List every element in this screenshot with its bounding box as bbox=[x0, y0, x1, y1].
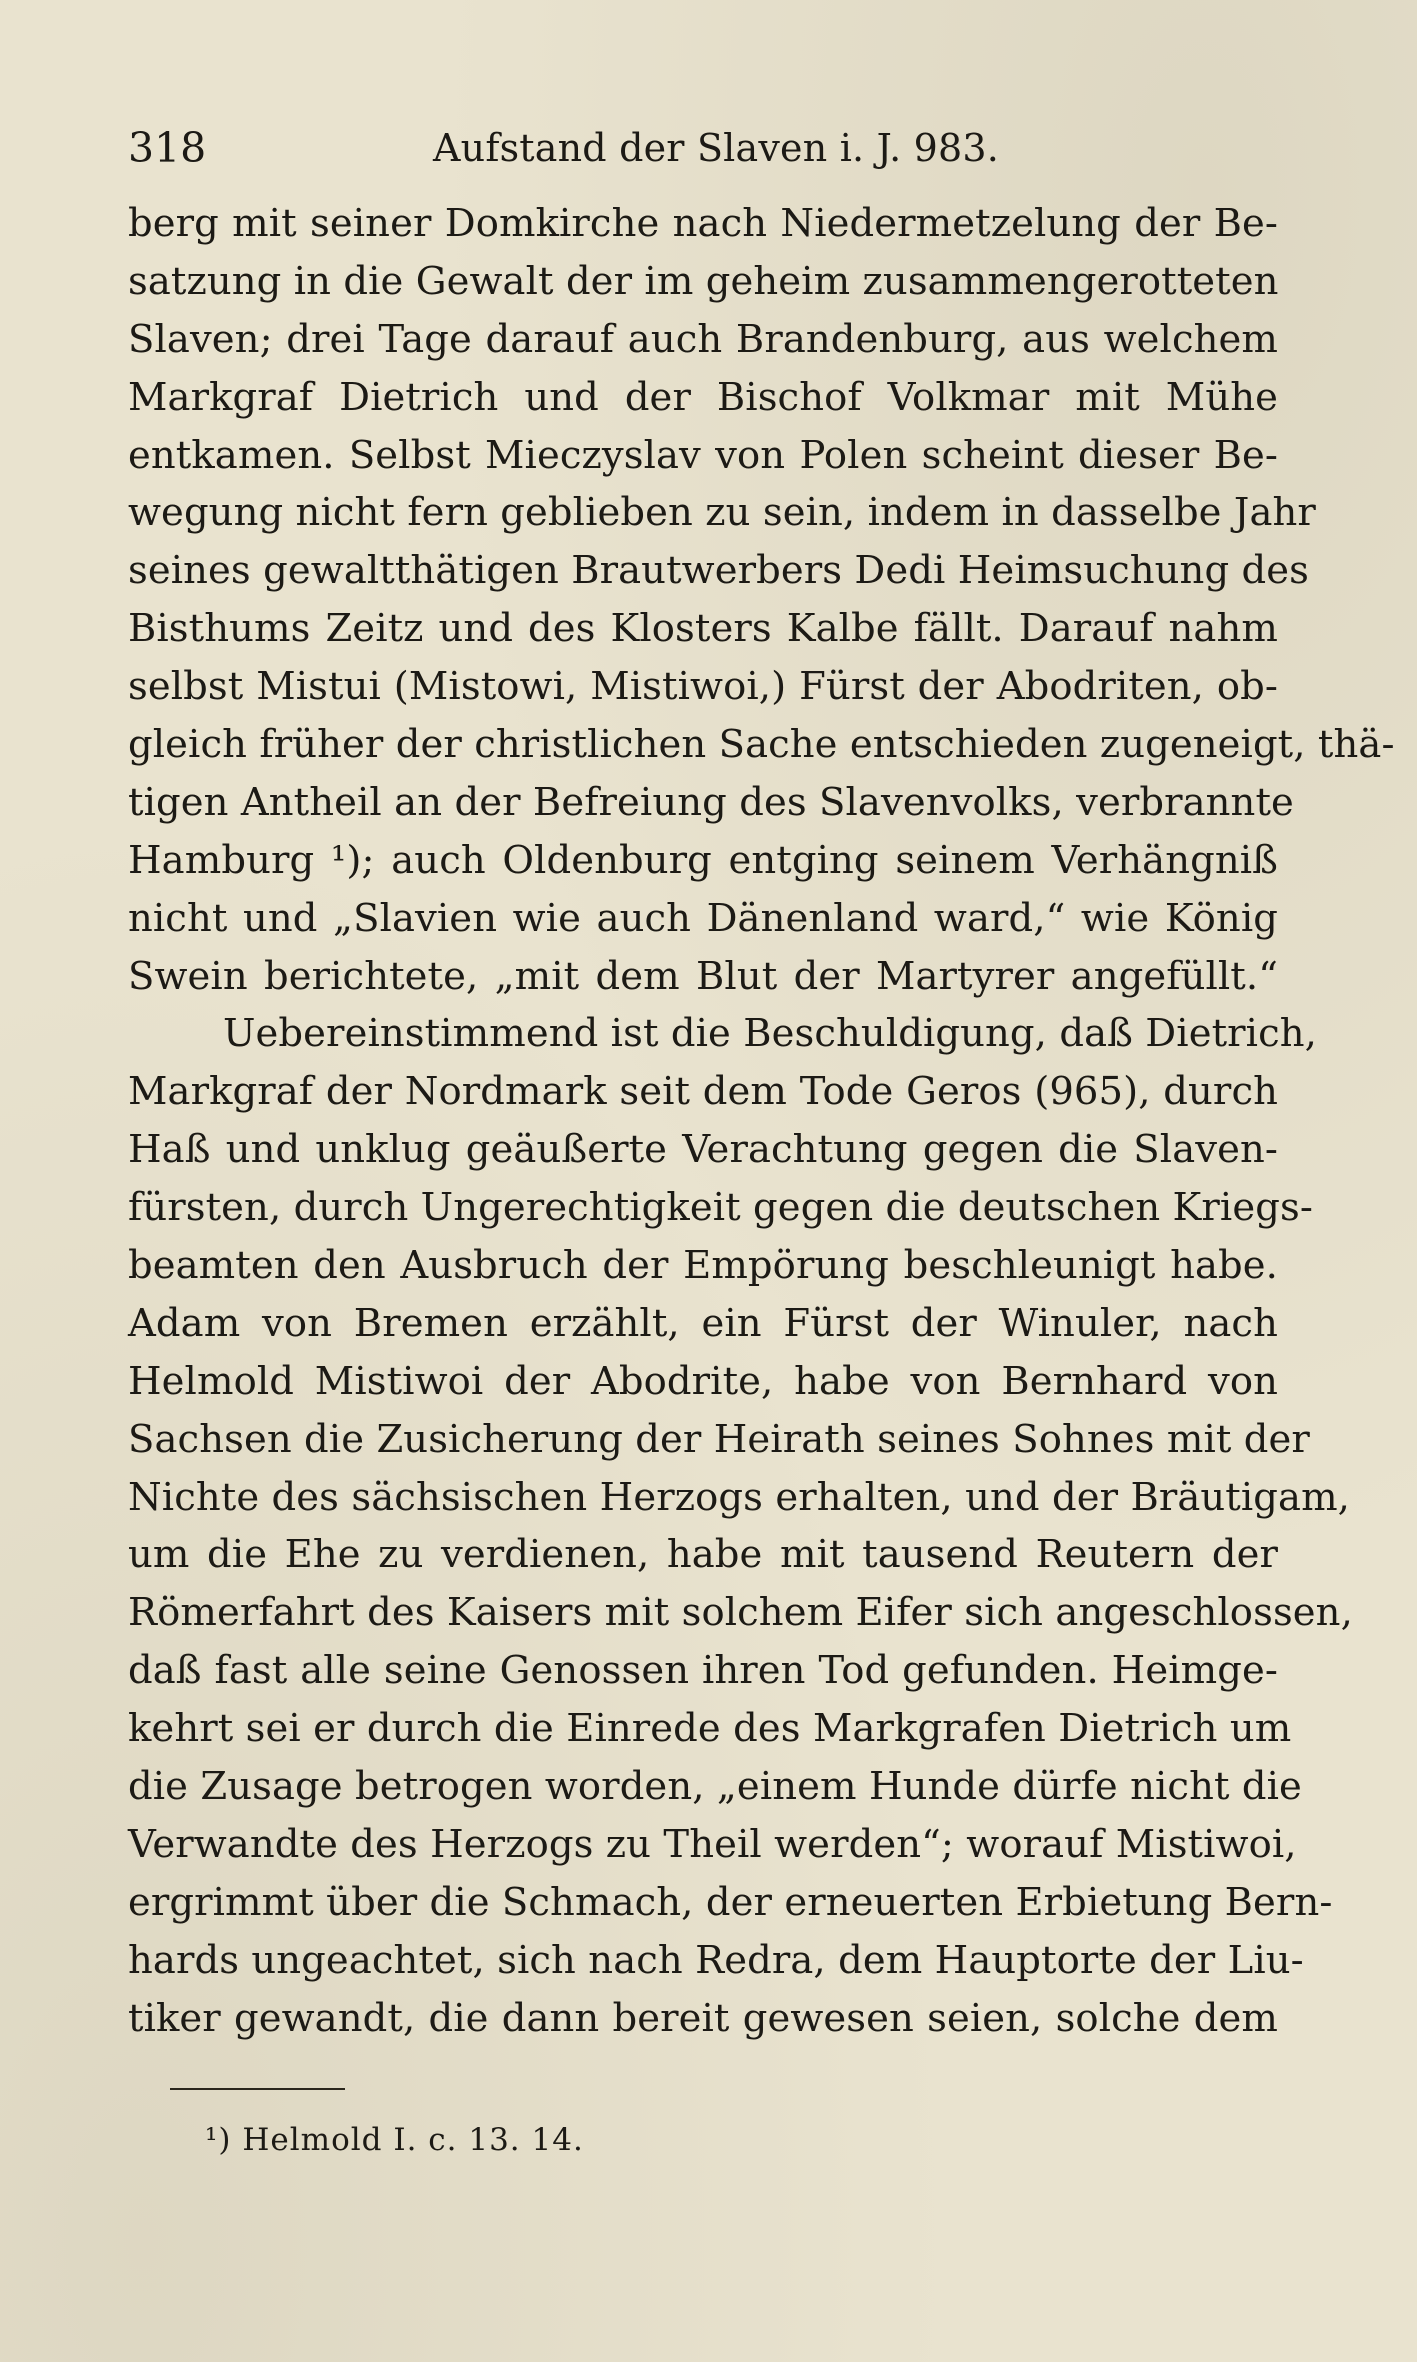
text-line: tiker gewandt, die dann bereit gewesen seien, solche dem bbox=[128, 1995, 1278, 2041]
text-line: Slaven; drei Tage darauf auch Brandenburg, aus welchem bbox=[128, 316, 1278, 362]
text-line: nicht und „Slavien wie auch Dänenland ward,“ wie König bbox=[128, 895, 1278, 941]
footnote-separator bbox=[170, 2088, 345, 2090]
text-line: daß fast alle seine Genossen ihren Tod gefunden. Heimge- bbox=[128, 1648, 1278, 1694]
running-head: Aufstand der Slaven i. J. 983. bbox=[433, 126, 1000, 170]
page-header bbox=[128, 118, 1278, 178]
text-line: hards ungeachtet, sich nach Redra, dem Hauptorte der Liu- bbox=[128, 1937, 1304, 1983]
footnote: ¹) Helmold I. c. 13. 14. bbox=[205, 2122, 584, 2158]
body-text bbox=[128, 195, 1395, 2048]
text-line: berg mit seiner Domkirche nach Niedermetzelung der Be- bbox=[128, 201, 1278, 246]
text-line: Hamburg ¹); auch Oldenburg entging seinem Verhängniß bbox=[128, 837, 1278, 883]
text-line: beamten den Ausbruch der Empörung beschleunigt habe. bbox=[128, 1243, 1278, 1289]
text-line: entkamen. Selbst Mieczyslav von Polen scheint dieser Be- bbox=[128, 432, 1278, 478]
text-line: Römerfahrt des Kaisers mit solchem Eifer sich angeschlossen, bbox=[128, 1590, 1353, 1636]
page-number: 318 bbox=[128, 124, 207, 172]
text-line: Helmold Mistiwoi der Abodrite, habe von Bernhard von bbox=[128, 1358, 1278, 1404]
text-line: Adam von Bremen erzählt, ein Fürst der Winuler, nach bbox=[128, 1300, 1278, 1346]
text-line: Haß und unklug geäußerte Verachtung gegen die Slaven- bbox=[128, 1127, 1278, 1173]
text-line: selbst Mistui (Mistowi, Mistiwoi,) Fürst der Abodriten, ob- bbox=[128, 664, 1278, 710]
text-line: wegung nicht fern geblieben zu sein, indem in dasselbe Jahr bbox=[128, 490, 1316, 536]
text-line: um die Ehe zu verdienen, habe mit tausend Reutern der bbox=[128, 1532, 1278, 1578]
text-line: Markgraf der Nordmark seit dem Tode Geros (965), durch bbox=[128, 1069, 1278, 1115]
text-line: Swein berichtete, „mit dem Blut der Martyrer angefüllt.“ bbox=[128, 953, 1278, 999]
text-line: Sachsen die Zusicherung der Heirath seines Sohnes mit der bbox=[128, 1416, 1310, 1462]
text-line: Markgraf Dietrich und der Bischof Volkmar mit Mühe bbox=[128, 374, 1278, 420]
text-line: Nichte des sächsischen Herzogs erhalten, und der Bräutigam, bbox=[128, 1474, 1351, 1520]
text-line: gleich früher der christlichen Sache entschieden zugeneigt, thä- bbox=[128, 722, 1395, 768]
text-line: ergrimmt über die Schmach, der erneuerten Erbietung Bern- bbox=[128, 1879, 1333, 1925]
paragraph-first-line: Uebereinstimmend ist die Beschuldigung, daß Dietrich, bbox=[223, 1011, 1317, 1057]
text-line: Verwandte des Herzogs zu Theil werden“; worauf Mistiwoi, bbox=[128, 1821, 1297, 1867]
text-line: tigen Antheil an der Befreiung des Slavenvolks, verbrannte bbox=[128, 779, 1294, 825]
text-line: Bisthums Zeitz und des Klosters Kalbe fällt. Darauf nahm bbox=[128, 606, 1278, 652]
text-line: die Zusage betrogen worden, „einem Hunde dürfe nicht die bbox=[128, 1764, 1302, 1810]
text-line: satzung in die Gewalt der im geheim zusammengerotteten bbox=[128, 258, 1279, 304]
text-line: fürsten, durch Ungerechtigkeit gegen die deutschen Kriegs- bbox=[128, 1185, 1313, 1231]
text-line: kehrt sei er durch die Einrede des Markgrafen Dietrich um bbox=[128, 1706, 1292, 1752]
text-line: seines gewaltthätigen Brautwerbers Dedi Heimsuchung des bbox=[128, 548, 1310, 594]
